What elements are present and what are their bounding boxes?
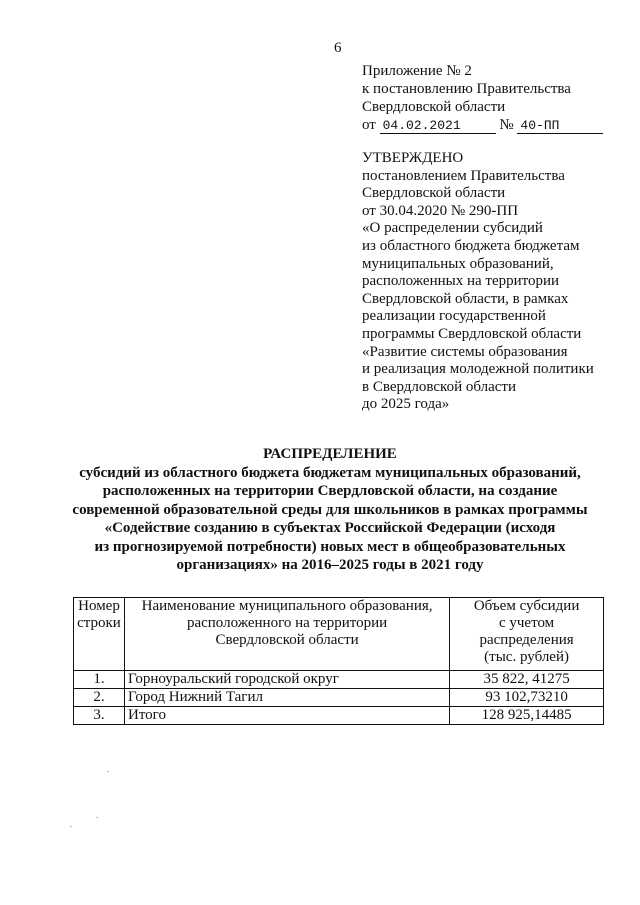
approved-line: и реализация молодежной политики	[362, 361, 594, 378]
approved-line: расположенных на территории	[362, 273, 560, 290]
heading-line: организациях» на 2016–2025 годы в 2021 году	[176, 557, 484, 573]
scan-speck	[70, 826, 72, 827]
heading-line: субсидий из областного бюджета бюджетам муниципальных образований,	[79, 464, 581, 481]
appendix-block	[362, 62, 603, 134]
appendix-line: к постановлению Правительства	[362, 81, 571, 97]
decree-date-field	[380, 118, 496, 134]
ot-label: от	[362, 117, 376, 133]
municipality-name: Горноуральский городской округ	[124, 671, 449, 689]
scan-speck	[107, 771, 109, 772]
municipality-name: Итого	[124, 707, 449, 725]
header-municipality	[124, 598, 449, 671]
approved-line: Свердловской области	[362, 185, 506, 202]
approved-line: УТВЕРЖДЕНО	[362, 150, 464, 166]
header-text: Наименование муниципального образования,	[141, 598, 433, 614]
approved-line: от 30.04.2020 № 290-ПП	[362, 202, 519, 219]
decree-date-line	[362, 116, 603, 134]
table-row	[74, 671, 604, 689]
document-heading	[60, 445, 600, 575]
approved-line: реализации государственной	[362, 308, 546, 325]
approved-line: «Развитие системы образования	[362, 343, 568, 360]
approved-line: Свердловской области, в рамках	[362, 290, 569, 307]
heading-title: РАСПРЕДЕЛЕНИЕ	[263, 446, 397, 462]
header-text: с учетом	[498, 615, 555, 631]
header-subsidy-amount	[450, 598, 604, 671]
scan-speck	[96, 817, 98, 818]
appendix-line: Приложение № 2	[362, 63, 472, 79]
header-text: Номер	[78, 598, 120, 614]
approved-line: «О распределении субсидий	[362, 220, 543, 237]
decree-number: 40-ПП	[520, 118, 560, 133]
heading-line: «Содействие созданию в субъектах Российской Федерации (исходя	[104, 520, 556, 536]
header-row-number	[74, 598, 125, 671]
header-text: расположенного на территории	[186, 615, 388, 631]
heading-line: расположенных на территории Свердловской области, на создание	[102, 483, 558, 499]
header-text: распределения	[479, 632, 574, 648]
header-text: Объем субсидии	[473, 598, 580, 614]
row-number: 1.	[74, 671, 125, 689]
number-label: №	[499, 117, 514, 133]
approved-line: постановлением Правительства	[362, 167, 565, 184]
table-row	[74, 707, 604, 725]
page-number: 6	[334, 40, 342, 56]
approved-line: из областного бюджета бюджетам	[362, 237, 580, 254]
subsidy-value: 35 822, 41275	[450, 671, 604, 689]
header-text: (тыс. рублей)	[484, 649, 569, 665]
municipality-name: Город Нижний Тагил	[124, 689, 449, 707]
approved-line: в Свердловской области	[362, 378, 517, 395]
approved-line: программы Свердловской области	[362, 325, 582, 342]
subsidy-value: 128 925,14485	[450, 707, 604, 725]
approved-block	[362, 150, 594, 414]
row-number: 3.	[74, 707, 125, 725]
heading-line: современной образовательной среды для школьников в рамках программы	[72, 501, 588, 518]
table-row	[74, 689, 604, 707]
distribution-table	[73, 597, 604, 725]
subsidy-value: 93 102,73210	[450, 689, 604, 707]
approved-line: муниципальных образований,	[362, 255, 554, 272]
decree-number-field	[517, 118, 603, 134]
header-text: строки	[77, 615, 121, 631]
appendix-line: Свердловской области	[362, 99, 506, 115]
decree-date: 04.02.2021	[382, 118, 461, 133]
approved-line: до 2025 года»	[362, 396, 450, 413]
heading-line: из прогнозируемой потребности) новых мест в общеобразовательных	[94, 538, 566, 555]
row-number: 2.	[74, 689, 125, 707]
header-text: Свердловской области	[215, 632, 359, 648]
table-header-row	[74, 598, 604, 671]
